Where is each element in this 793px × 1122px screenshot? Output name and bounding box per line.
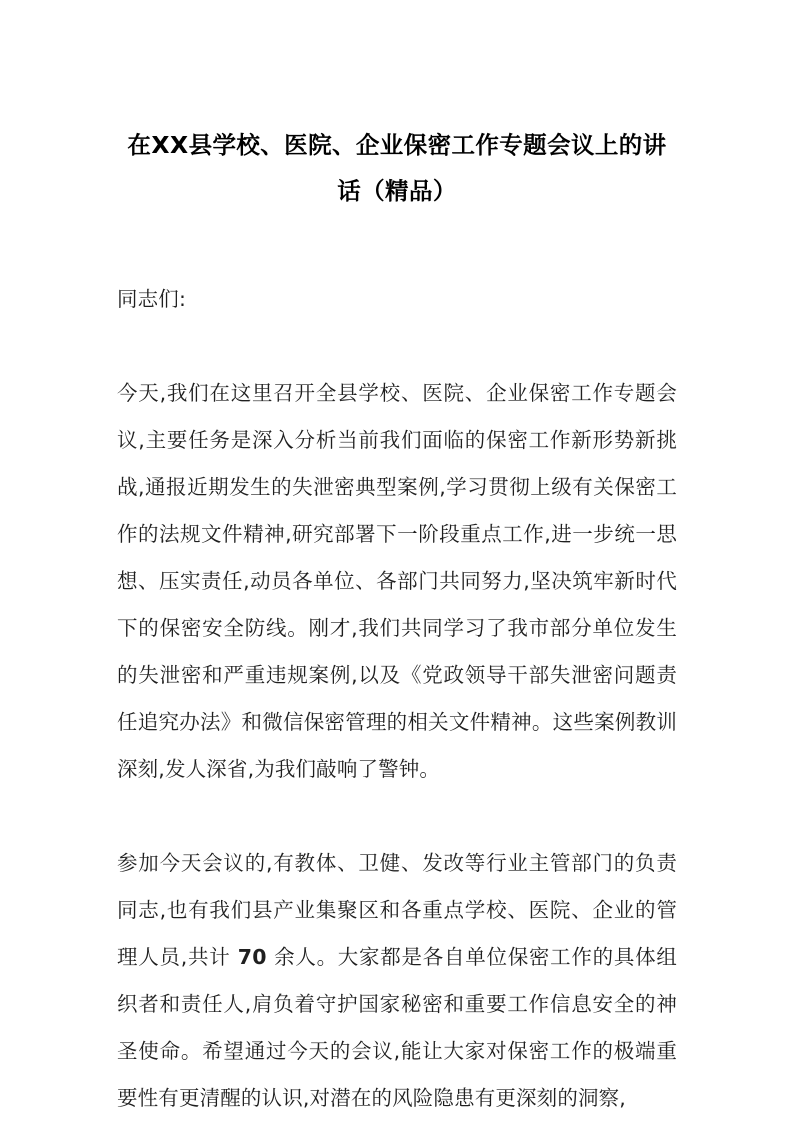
document-body [117, 276, 677, 1122]
paragraph-2-part1: 参加今天会议的,有教体、卫健、发改等行业主管部门的负责同志,也有我们县产业集聚区和各重点学校、医院、企业的管理人员,共计 [117, 851, 677, 969]
salutation-line: 同志们: [117, 287, 187, 311]
title-line1-latin: XX [151, 131, 189, 159]
document-title [117, 0, 677, 214]
paragraph-1: 今天,我们在这里召开全县学校、医院、企业保密工作专题会议,主要任务是深入分析当前我们面临的保密工作新形势新挑战,通报近期发生的失泄密典型案例,学习贯彻上级有关保密工作的法规文件精神,研究部署下一阶段重点工作,进一步统一思想、压实责任,动员各单位、各部门共同努力,坚决筑牢新时代下的保密安全防线。刚才,我们共同学习了我市部分单位发生的失泄密和严重违规案例,以及《党政领导干部失泄密问题责任追究办法》和微信保密管理的相关文件精神。这些案例教训深刻,发人深省,为我们敲响了警钟。 [117, 381, 677, 781]
title-line1-suffix: 县学校、医院、企业保密工作专题会议上的讲 [188, 131, 667, 159]
paragraph-2-part2: 余人。大家都是各自单位保密工作的具体组织者和责任人,肩负着守护国家秘密和重要工作信息安全的神圣使命。希望通过今天的会议,能让大家对保密工作的极端重要性有更清醒的认识,对潜在的风险隐患有更深刻的洞察, [117, 945, 678, 1110]
paragraph-2-attendee-count: 70 [237, 945, 267, 969]
paragraph-2 [117, 840, 677, 1122]
title-line2: 话（精品） [337, 177, 457, 205]
page-content [117, 0, 677, 1122]
title-line1-prefix: 在 [127, 131, 152, 159]
